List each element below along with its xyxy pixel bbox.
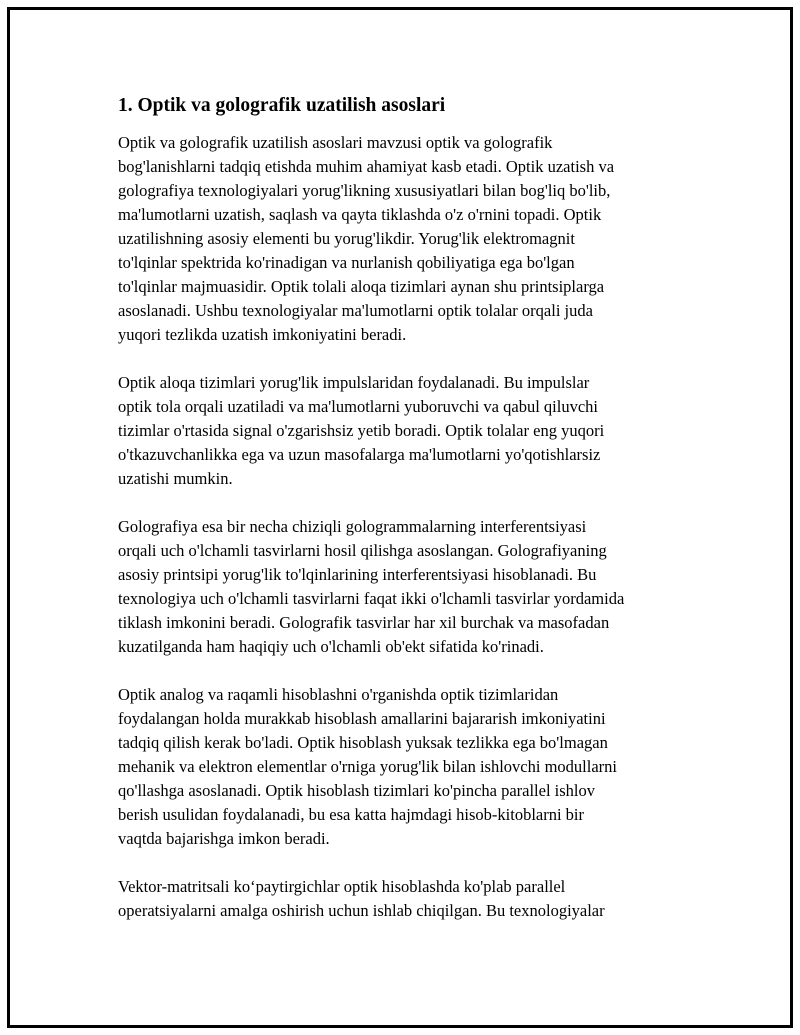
text-line: mehanik va elektron elementlar o'rniga yorug'lik bilan ishlovchi modullarni (118, 757, 617, 776)
paragraph-1 (118, 131, 693, 347)
text-line: optik tola orqali uzatiladi va ma'lumotlarni yuboruvchi va qabul qiluvchi (118, 397, 598, 416)
text-line: ma'lumotlarni uzatish, saqlash va qayta tiklashda o'z o'rnini topadi. Optik (118, 205, 602, 224)
text-line: qo'llashga asoslanadi. Optik hisoblash tizimlari ko'pincha parallel ishlov (118, 781, 596, 800)
text-line: o'tkazuvchanlikka ega va uzun masofalarga ma'lumotlarni yo'qotishlarsiz (118, 445, 601, 464)
section-title: 1. Optik va golografik uzatilish asoslari (118, 95, 446, 116)
text-line: kuzatilganda ham haqiqiy uch o'lchamli ob'ekt sifatida ko'rinadi. (118, 637, 544, 656)
text-line: foydalangan holda murakkab hisoblash amallarini bajararish imkoniyatini (118, 709, 606, 728)
text-line: Vektor-matritsali ko‘paytirgichlar optik hisoblashda ko'plab parallel (118, 877, 566, 896)
document-body (118, 93, 693, 947)
text-line: tizimlar o'rtasida signal o'zgarishsiz yetib boradi. Optik tolalar eng yuqori (118, 421, 605, 440)
paragraph-3 (118, 515, 693, 659)
text-line: uzatilishning asosiy elementi bu yorug'likdir. Yorug'lik elektromagnit (118, 229, 575, 248)
paragraph-4 (118, 683, 693, 851)
text-line: golografiya texnologiyalari yorug'likning xususiyatlari bilan bog'liq bo'lib, (118, 181, 611, 200)
paragraph-5 (118, 875, 693, 923)
text-line: asoslanadi. Ushbu texnologiyalar ma'lumotlarni optik tolalar orqali juda (118, 301, 593, 320)
text-line: Optik aloqa tizimlari yorug'lik impulslaridan foydalanadi. Bu impulslar (118, 373, 590, 392)
text-line: asosiy printsipi yorug'lik to'lqinlarining interferentsiyasi hisoblanadi. Bu (118, 565, 597, 584)
paragraph-2 (118, 371, 693, 491)
text-line: to'lqinlar spektrida ko'rinadigan va nurlanish qobiliyatiga ega bo'lgan (118, 253, 575, 272)
text-line: Optik analog va raqamli hisoblashni o'rganishda optik tizimlaridan (118, 685, 559, 704)
text-line: berish usulidan foydalanadi, bu esa katta hajmdagi hisob-kitoblarni bir (118, 805, 585, 824)
text-line: yuqori tezlikda uzatish imkoniyatini beradi. (118, 325, 407, 344)
text-line: bog'lanishlarni tadqiq etishda muhim ahamiyat kasb etadi. Optik uzatish va (118, 157, 615, 176)
text-line: tiklash imkonini beradi. Golografik tasvirlar har xil burchak va masofadan (118, 613, 610, 632)
text-line: tadqiq qilish kerak bo'ladi. Optik hisoblash yuksak tezlikka ega bo'lmagan (118, 733, 608, 752)
text-line: Golografiya esa bir necha chiziqli gologrammalarning interferentsiyasi (118, 517, 587, 536)
text-line: vaqtda bajarishga imkon beradi. (118, 829, 330, 848)
text-line: uzatishi mumkin. (118, 469, 233, 488)
text-line: to'lqinlar majmuasidir. Optik tolali aloqa tizimlari aynan shu printsiplarga (118, 277, 605, 296)
text-line: Optik va golografik uzatilish asoslari mavzusi optik va golografik (118, 133, 553, 152)
text-line: orqali uch o'lchamli tasvirlarni hosil qilishga asoslangan. Golografiyaning (118, 541, 607, 560)
text-line: operatsiyalarni amalga oshirish uchun ishlab chiqilgan. Bu texnologiyalar (118, 901, 605, 920)
text-line: texnologiya uch o'lchamli tasvirlarni faqat ikki o'lchamli tasvirlar yordamida (118, 589, 625, 608)
